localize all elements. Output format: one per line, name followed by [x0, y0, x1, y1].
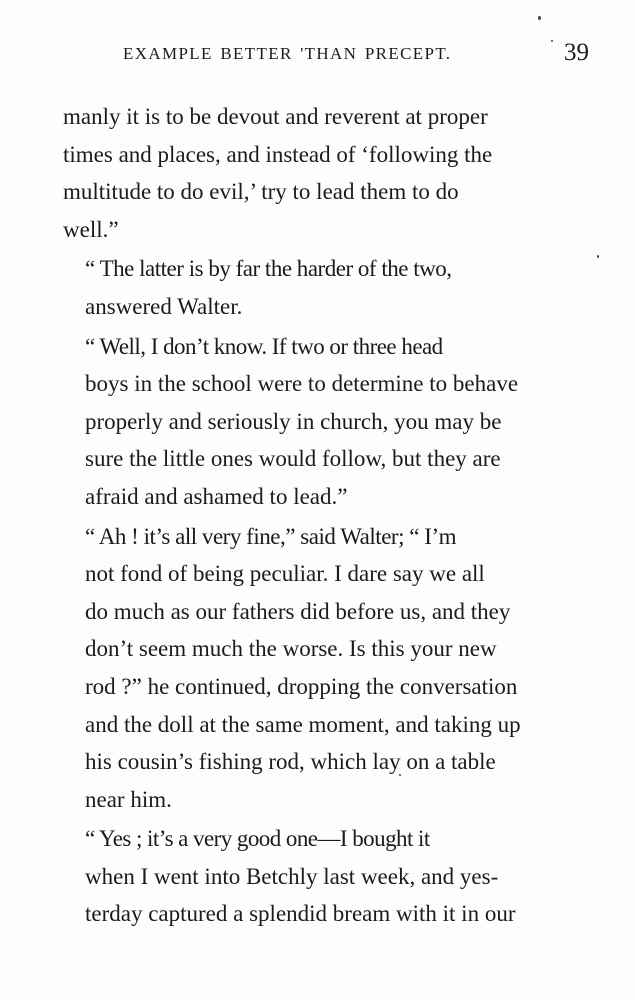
text-line: afraid and ashamed to lead.” [85, 483, 348, 509]
text-line: answered Walter. [85, 293, 243, 319]
print-speck [538, 16, 541, 20]
text-line: “ Well, I don’t know. If two or three head [85, 333, 443, 359]
page-header [0, 39, 635, 72]
text-line: sure the little ones would follow, but they are [85, 446, 501, 472]
text-line: do much as our fathers did before us, and they [85, 598, 511, 624]
text-line: his cousin’s fishing rod, which lay on a table [85, 749, 496, 775]
text-line: “ Ah ! it’s all very fine,” said Walter; “ I’m [85, 523, 457, 549]
paragraph [63, 250, 589, 325]
running-title: EXAMPLE BETTER 'THAN PRECEPT. [123, 44, 452, 63]
text-line: well.” [63, 216, 119, 242]
text-line: terday captured a splendid bream with it in our [85, 901, 516, 927]
text-line: rod ?” he continued, dropping the conversation [85, 673, 518, 699]
text-line: when I went into Betchly last week, and yes- [85, 863, 499, 889]
text-line: manly it is to be devout and reverent at proper [63, 104, 488, 129]
text-line: near him. [85, 786, 172, 812]
print-speck [399, 774, 401, 776]
text-line: boys in the school were to determine to behave [85, 371, 519, 397]
body-text [63, 98, 589, 933]
paragraph [63, 518, 589, 819]
print-speck [597, 255, 599, 258]
text-line: not fond of being peculiar. I dare say we all [85, 561, 485, 587]
text-line: don’t seem much the worse. Is this your new [85, 636, 497, 662]
text-line: and the doll at the same moment, and taking up [85, 711, 521, 737]
paragraph [63, 328, 589, 516]
page-number: 39 [564, 39, 589, 66]
text-line: multitude to do evil,’ try to lead them to do [63, 179, 459, 205]
text-line: “ Yes ; it’s a very good one—I bought it [85, 826, 430, 852]
print-speck [551, 40, 553, 42]
text-line: times and places, and instead of ‘following the [63, 141, 493, 167]
text-line: “ The latter is by far the harder of the two, [85, 256, 452, 282]
paragraph [63, 98, 589, 248]
text-line: properly and seriously in church, you may be [85, 408, 502, 434]
paragraph [63, 820, 589, 933]
